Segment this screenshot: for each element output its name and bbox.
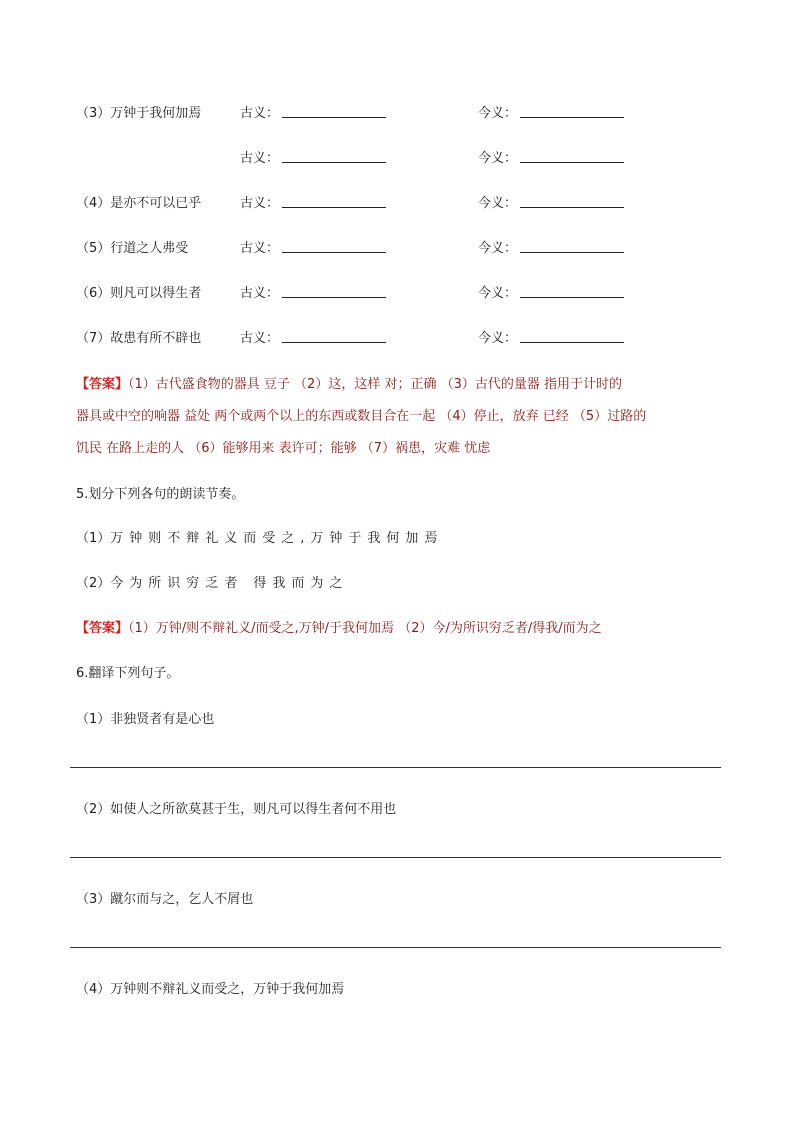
q5-sentence-1 (76, 527, 443, 546)
q6-item-3: （3）蹴尔而与之，乞人不屑也 (76, 892, 254, 907)
modern-meaning-blank[interactable] (520, 117, 624, 118)
question-5-title: 5.划分下列各句的朗读节奏。 (76, 487, 245, 502)
ancient-meaning-blank[interactable] (282, 297, 386, 298)
question-6-title: 6.翻译下列句子。 (76, 666, 180, 681)
answer-block-2 (76, 617, 602, 636)
q6-item-4: （4）万钟则不辩礼义而受之，万钟于我何加焉 (76, 982, 345, 997)
answer-text-line: 饥民 在路上走的人 （6）能够用来 表许可；能够 （7）祸患，灾难 忧虑 (76, 441, 491, 456)
answer-tag: 【答案】 (76, 621, 129, 636)
ancient-meaning-blank[interactable] (282, 207, 386, 208)
modern-meaning-blank[interactable] (520, 342, 624, 343)
vocab-item-7: （7）故患有所不辟也 (76, 331, 202, 346)
modern-meaning-label: 今义： (478, 151, 518, 166)
ancient-meaning-blank[interactable] (282, 162, 386, 163)
ancient-meaning-label: 古义： (240, 241, 280, 256)
answer-write-line[interactable] (70, 767, 721, 768)
ancient-meaning-label: 古义： (240, 331, 280, 346)
q5-sentence-text: 今为所识穷乏者 得我而为之 (110, 576, 349, 591)
ancient-meaning-blank[interactable] (282, 117, 386, 118)
answer-text-line: （1）万钟/则不辩礼义/而受之,万钟/于我何加焉 （2）今/为所识穷乏者/得我/而为之 (128, 621, 602, 636)
ancient-meaning-label: 古义： (240, 196, 280, 211)
answer-tag: 【答案】 (76, 377, 129, 392)
vocab-item-6: （6）则凡可以得生者 (76, 286, 202, 301)
answer-write-line[interactable] (70, 947, 721, 948)
vocab-item-3: （3）万钟于我何加焉 (76, 106, 202, 121)
q5-sentence-2 (76, 572, 348, 591)
ancient-meaning-blank[interactable] (282, 252, 386, 253)
q5-sentence-number: （2） (76, 576, 111, 591)
modern-meaning-label: 今义： (478, 241, 518, 256)
vocab-item-5: （5）行道之人弗受 (76, 241, 189, 256)
modern-meaning-label: 今义： (478, 196, 518, 211)
answer-text-line: （1）古代盛食物的器具 豆子 （2）这，这样 对；正确 （3）古代的量器 指用于计时的 (128, 377, 622, 392)
q5-sentence-text: 万钟则不辩礼义而受之,万钟于我何加焉 (110, 531, 444, 546)
answer-text-line: 器具或中空的响器 益处 两个或两个以上的东西或数目合在一起 （4）停止，放弃 已经 （5）过路的 (76, 409, 647, 424)
ancient-meaning-blank[interactable] (282, 342, 386, 343)
modern-meaning-blank[interactable] (520, 207, 624, 208)
q5-sentence-number: （1） (76, 531, 111, 546)
modern-meaning-blank[interactable] (520, 162, 624, 163)
ancient-meaning-label: 古义： (240, 151, 280, 166)
modern-meaning-blank[interactable] (520, 252, 624, 253)
answer-write-line[interactable] (70, 857, 721, 858)
modern-meaning-blank[interactable] (520, 297, 624, 298)
modern-meaning-label: 今义： (478, 286, 518, 301)
modern-meaning-label: 今义： (478, 331, 518, 346)
q6-item-2: （2）如使人之所欲莫甚于生，则凡可以得生者何不用也 (76, 802, 397, 817)
q6-item-1: （1）非独贤者有是心也 (76, 712, 215, 727)
vocab-item-4: （4）是亦不可以已乎 (76, 196, 202, 211)
ancient-meaning-label: 古义： (240, 286, 280, 301)
modern-meaning-label: 今义： (478, 106, 518, 121)
ancient-meaning-label: 古义： (240, 106, 280, 121)
